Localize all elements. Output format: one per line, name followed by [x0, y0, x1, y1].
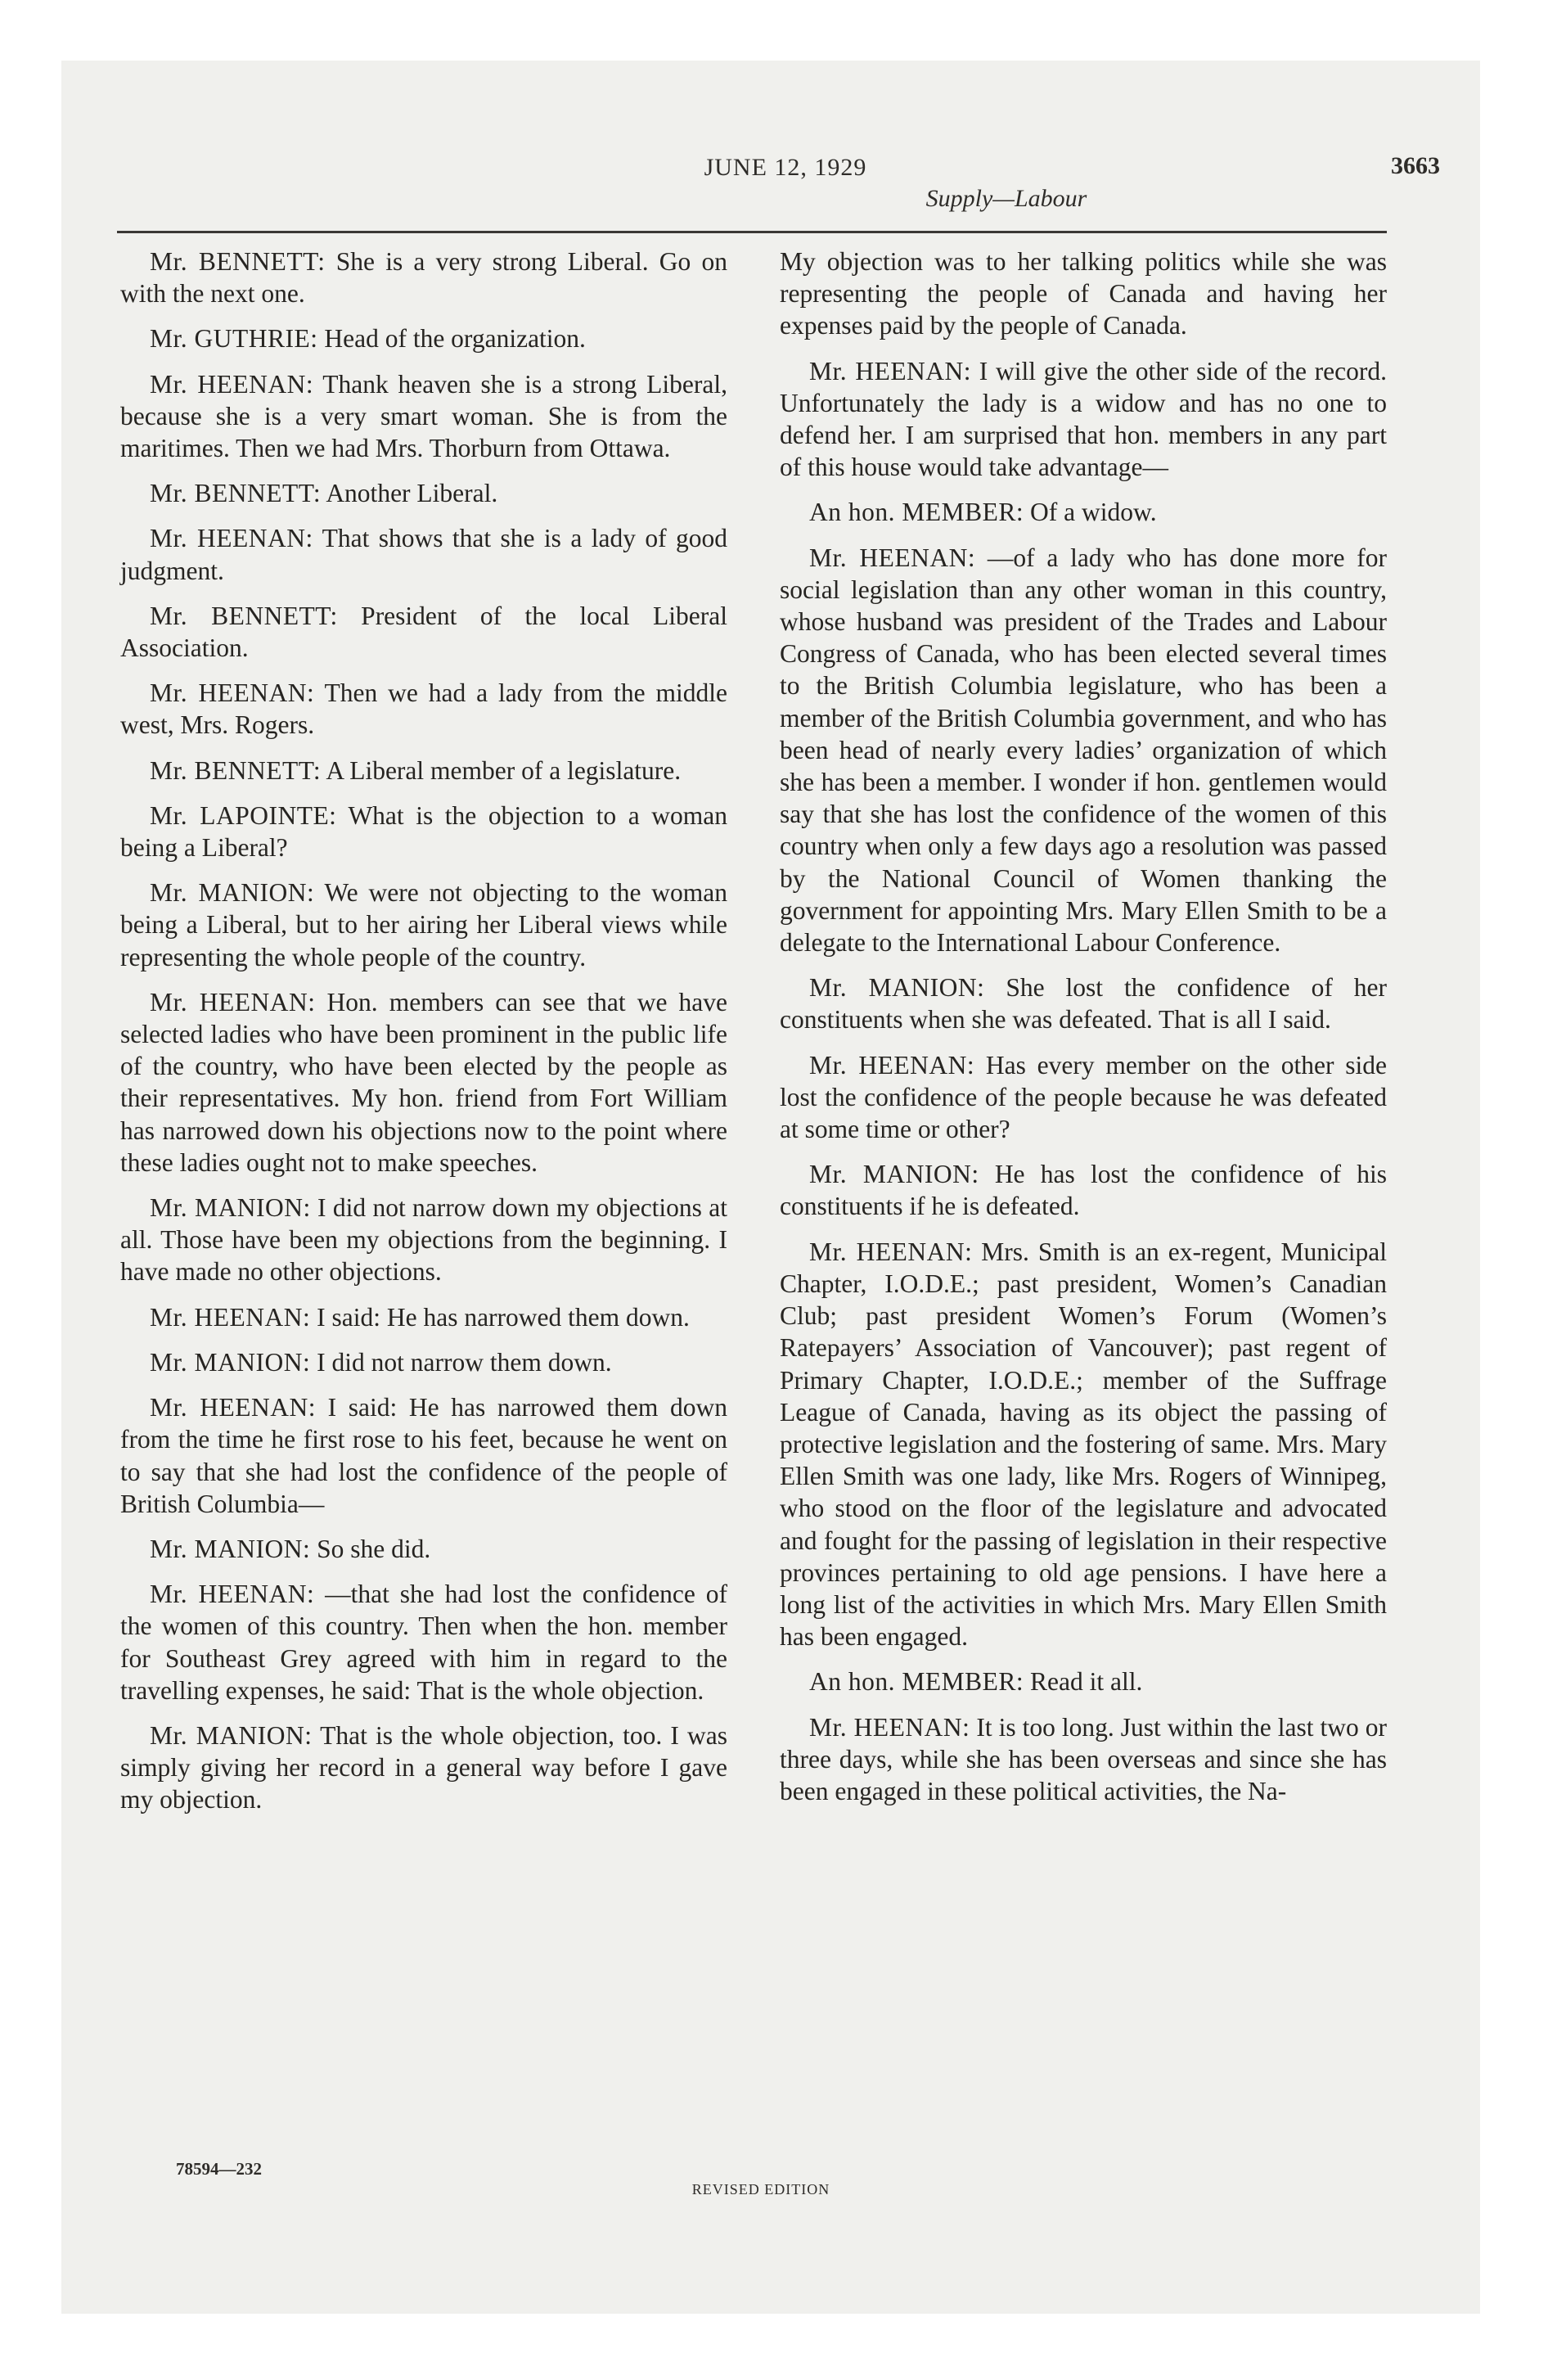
- page-date: JUNE 12, 1929: [704, 154, 867, 181]
- speech-paragraph: Mr. GUTHRIE: Head of the organization.: [150, 324, 586, 354]
- speech-paragraph: Mr. MANION: That is the whole objection, too. I was simply giving her record in a general way before I gave my objection.: [120, 1720, 727, 1814]
- speech-paragraph: Mr. HEENAN: Then we had a lady from the middle west, Mrs. Rogers.: [120, 678, 727, 740]
- print-code: 78594—232: [176, 2159, 262, 2179]
- right-column: [780, 246, 1387, 1820]
- speech-paragraph: Mr. HEENAN: Mrs. Smith is an ex-regent, Municipal Chapter, I.O.D.E.; past president, Women’s Canadian Club; past president Women’s Forum (Women’s Ratepayers’ Association of Vancouver); past regent of Primary Chapter, I.O.D.E.; member of the Suffrage League of Canada, having as its object the passing of protective legislation and the fostering of same. Mrs. Mary Ellen Smith was one lady, like Mrs. Rogers of Winnipeg, who stood on the floor of the legislature and advocated and fought for the passing of legislation in their respective provinces pertaining to old age pensions. I have here a long list of the activities in which Mrs. Mary Ellen Smith has been engaged.: [780, 1237, 1387, 1652]
- speech-paragraph: Mr. MANION: I did not narrow down my objections at all. Those have been my objections from the beginning. I have made no other objections.: [120, 1193, 727, 1287]
- speech-paragraph: Mr. MANION: We were not objecting to the woman being a Liberal, but to her airing her Liberal views while representing the whole people of the country.: [120, 878, 727, 971]
- page-number: 3663: [1391, 152, 1440, 179]
- speech-paragraph: Mr. HEENAN: I will give the other side of the record. Unfortunately the lady is a widow and has no one to defend her. I am surprised that hon. members in any part of this house would take advantage—: [780, 356, 1388, 482]
- speech-paragraph: An hon. MEMBER: Read it all.: [809, 1667, 1143, 1697]
- speech-paragraph: Mr. HEENAN: Thank heaven she is a strong Liberal, because she is a very smart woman. She is from the maritimes. Then we had Mrs. Thorburn from Ottawa.: [120, 369, 727, 463]
- page-subject: Supply—Labour: [925, 185, 1087, 212]
- left-column: [120, 246, 727, 1829]
- speech-paragraph: Mr. MANION: She lost the confidence of her constituents when she was defeated. That is all I said.: [780, 973, 1387, 1034]
- speech-paragraph: Mr. BENNETT: She is a very strong Liberal. Go on with the next one.: [120, 247, 727, 309]
- speech-paragraph: Mr. HEENAN: That shows that she is a lady of good judgment.: [120, 524, 727, 585]
- continued-paragraph: My objection was to her talking politics while she was representing the people of Canada and having her expenses paid by the people of Canada.: [780, 247, 1387, 340]
- speech-paragraph: Mr. LAPOINTE: What is the objection to a woman being a Liberal?: [120, 800, 727, 863]
- speech-paragraph: Mr. BENNETT: President of the local Liberal Association.: [120, 601, 728, 663]
- speech-paragraph: Mr. HEENAN: —that she had lost the confidence of the women of this country. Then when the hon. member for Southeast Grey agreed with him in regard to the travelling expenses, he said: That is the whole objection.: [120, 1580, 728, 1705]
- speech-paragraph: Mr. HEENAN: Hon. members can see that we have selected ladies who have been prominent in the public life of the country, who have been elected by the people as their representatives. My hon. friend from Fort William has narrowed down his objections now to the point where these ladies ought not to make speeches.: [120, 987, 727, 1177]
- speech-paragraph: Mr. BENNETT: A Liberal member of a legislature.: [150, 755, 682, 785]
- speech-paragraph: Mr. MANION: I did not narrow them down.: [150, 1347, 612, 1377]
- speech-paragraph: Mr. MANION: So she did.: [150, 1534, 431, 1563]
- speech-paragraph: Mr. HEENAN: Has every member on the other side lost the confidence of the people because he was defeated at some time or other?: [780, 1050, 1388, 1144]
- speech-paragraph: Mr. HEENAN: It is too long. Just within the last two or three days, while she has been overseas and since she has been engaged in these political activities, the Na-: [780, 1712, 1387, 1805]
- speech-paragraph: Mr. HEENAN: I said: He has narrowed them down from the time he first rose to his feet, because he went on to say that she had lost the confidence of the people of British Columbia—: [120, 1393, 727, 1518]
- speech-paragraph: Mr. HEENAN: —of a lady who has done more for social legislation than any other woman in this country, whose husband was president of the Trades and Labour Congress of Canada, who has been elected several times to the British Columbia legislature, who has been a member of the British Columbia government, and who has been head of nearly every ladies’ organization of which she has been a member. I wonder if hon. gentlemen would say that she has lost the confidence of the women of this country when only a few days ago a resolution was passed by the National Council of Women thanking the government for appointing Mrs. Mary Ellen Smith to be a delegate to the International Labour Conference.: [780, 543, 1387, 958]
- speech-paragraph: Mr. BENNETT: Another Liberal.: [150, 479, 498, 508]
- header-rule: [117, 231, 1387, 233]
- edition-label: REVISED EDITION: [691, 2181, 830, 2197]
- speech-paragraph: Mr. MANION: He has lost the confidence of his constituents if he is defeated.: [780, 1160, 1387, 1221]
- speech-paragraph: Mr. HEENAN: I said: He has narrowed them down.: [150, 1302, 690, 1332]
- speech-paragraph: An hon. MEMBER: Of a widow.: [809, 498, 1157, 527]
